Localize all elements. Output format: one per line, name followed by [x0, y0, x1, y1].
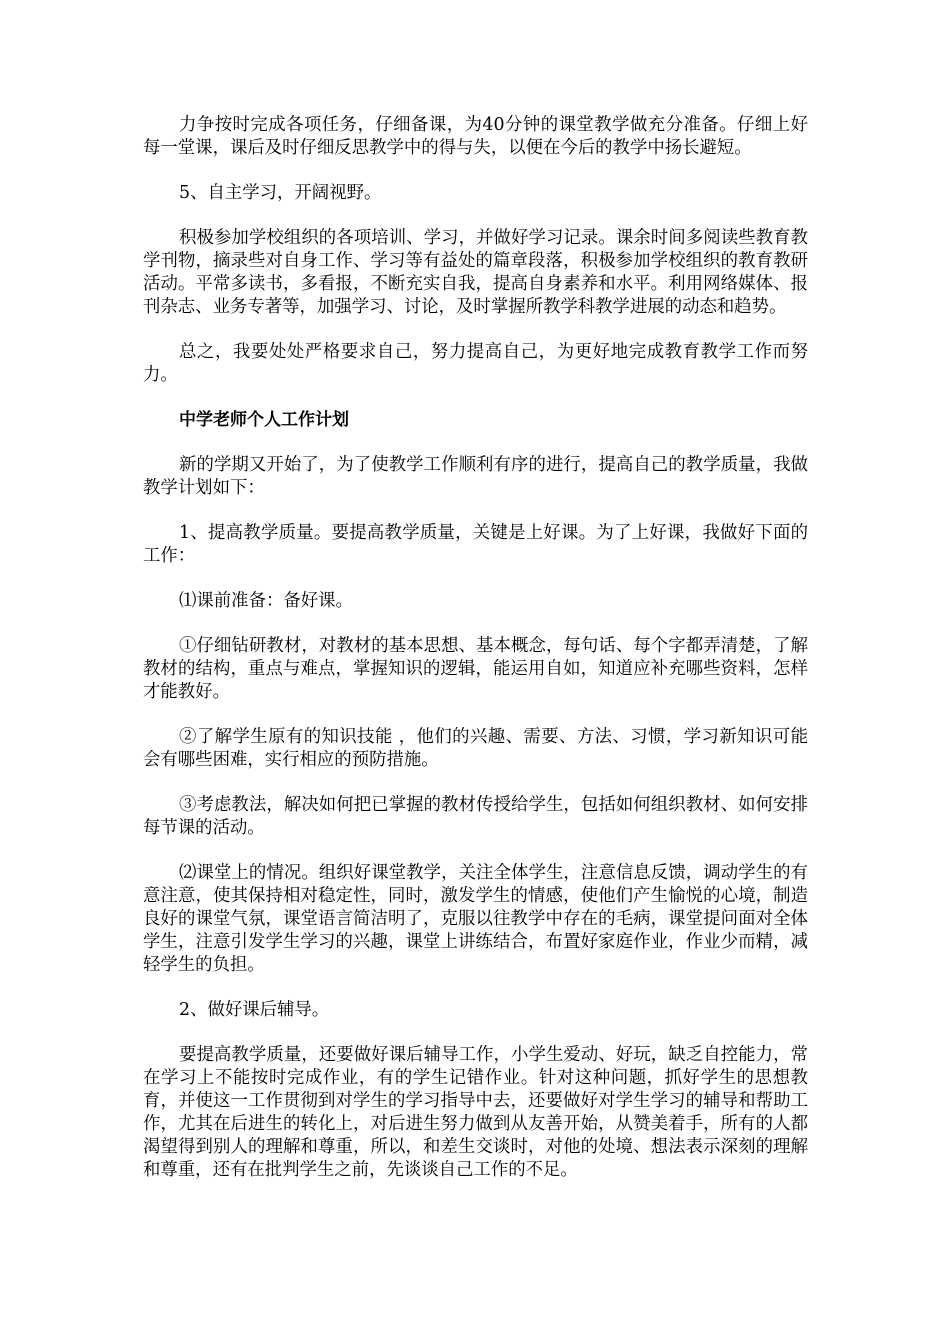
paragraph: ⑴课前准备：备好课。	[179, 591, 353, 611]
paragraph: 5、自主学习，开阔视野。	[179, 183, 382, 203]
paragraph: 积极参加学校组织的各项培训、学习，并做好学习记录。课余时间多阅读些教育教学刊物，摘录些对自身工作、学习等有益处的篇章段落，积极参加学校组织的教育教研活动。平常多读书，多看报，不断充实自我，提高自身素养和水平。利用网络媒体、报刊杂志、业务专著等，加强学习、讨论，及时掌握所教学科教学进展的动态和趋势。	[143, 228, 808, 317]
paragraph: ③考虑教法，解决如何把已掌握的教材传授给学生，包括如何组织教材、如何安排每节课的活动。	[143, 795, 808, 838]
paragraph: 2、做好课后辅导。	[179, 1000, 330, 1020]
paragraph: 总之，我要处处严格要求自己，努力提高自己，为更好地完成教育教学工作而努力。	[143, 342, 808, 385]
paragraph: ①仔细钻研教材，对教材的基本思想、基本概念，每句话、每个字都弄清楚，了解教材的结构，重点与难点，掌握知识的逻辑，能运用自如，知道应补充哪些资料，怎样才能教好。	[143, 636, 808, 702]
paragraph: 力争按时完成各项任务，仔细备课，为40分钟的课堂教学做充分准备。仔细上好每一堂课，课后及时仔细反思教学中的得与失，以便在今后的教学中扬长避短。	[143, 115, 808, 158]
paragraph: ⑵课堂上的情况。组织好课堂教学，关注全体学生，注意信息反馈，调动学生的有意注意，使其保持相对稳定性，同时，激发学生的情感，使他们产生愉悦的心境，制造良好的课堂气氛，课堂语言简洁明了，克服以往教学中存在的毛病，课堂提问面对全体学生，注意引发学生学习的兴趣，课堂上讲练结合，布置好家庭作业，作业少而精，减轻学生的负担。	[143, 863, 808, 975]
document-body	[143, 114, 808, 1204]
paragraph: ②了解学生原有的知识技能 ，他们的兴趣、需要、方法、习惯，学习新知识可能会有哪些困难，实行相应的预防措施。	[143, 727, 808, 770]
section-heading: 中学老师个人工作计划	[179, 410, 349, 430]
paragraph: 要提高教学质量，还要做好课后辅导工作，小学生爱动、好玩，缺乏自控能力，常在学习上不能按时完成作业，有的学生记错作业。针对这种问题，抓好学生的思想教育，并使这一工作贯彻到对学生的学习指导中去，还要做好对学生学习的辅导和帮助工作，尤其在后进生的转化上，对后进生努力做到从友善开始，从赞美着手，所有的人都渴望得到别人的理解和尊重，所以，和差生交谈时，对他的处境、想法表示深刻的理解和尊重，还有在批判学生之前，先谈谈自己工作的不足。	[143, 1045, 808, 1180]
paragraph: 1、提高教学质量。要提高教学质量，关键是上好课。为了上好课，我做好下面的工作：	[143, 523, 808, 566]
paragraph: 新的学期又开始了，为了使教学工作顺利有序的进行，提高自己的教学质量，我做教学计划如下：	[143, 455, 808, 498]
